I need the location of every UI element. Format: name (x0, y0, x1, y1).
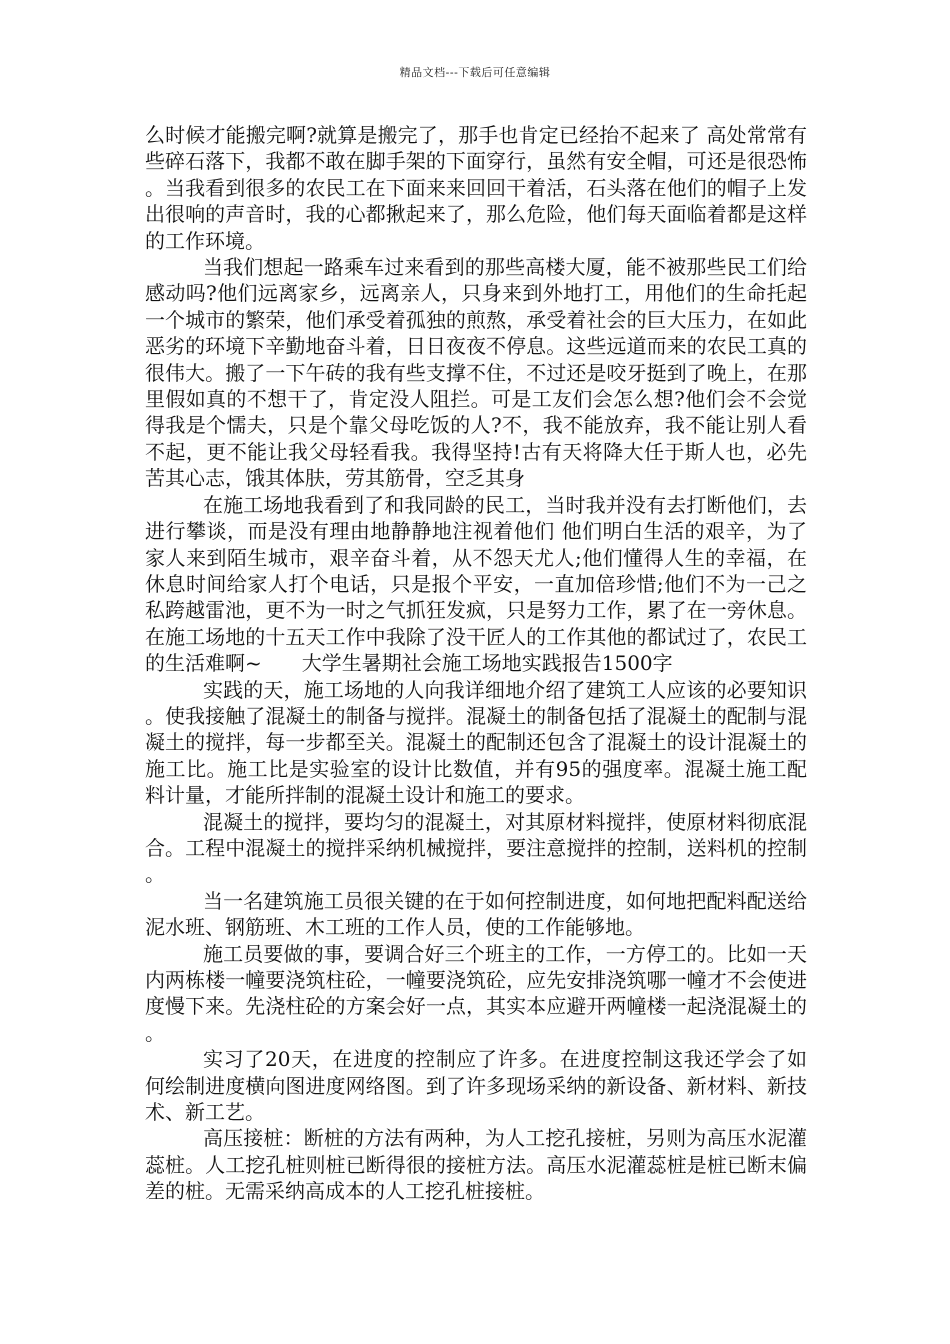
document-body (145, 122, 807, 1205)
paragraph: 么时候才能搬完啊?就算是搬完了，那手也肯定已经抬不起来了 高处常常有些碎石落下，我都不敢在脚手架的下面穿行，虽然有安全帽，可还是很恐怖。当我看到很多的农民工在下面来来回回干着活，石头落在他们的帽子上发出很响的声音时，我的心都揪起来了，那么危险，他们每天面临着都是这样的工作环境。 (145, 123, 807, 253)
paragraph: 施工员要做的事，要调合好三个班主的工作，一方停工的。比如一天内两栋楼一幢要浇筑柱砼，一幢要浇筑砼，应先安排浇筑哪一幢才不会使进度慢下来。先浇柱砼的方案会好一点，其实本应避开两幢楼一起浇混凝土的。 (145, 941, 807, 1045)
paragraph: 当一名建筑施工员很关键的在于如何控制进度，如何地把配料配送给泥水班、钢筋班、木工班的工作人员，使的工作能够地。 (145, 888, 807, 940)
paragraph: 当我们想起一路乘车过来看到的那些高楼大厦，能不被那些民工们给感动吗?他们远离家乡，远离亲人，只身来到外地打工，用他们的生命托起一个城市的繁荣，他们承受着孤独的煎熬，承受着社会的巨大压力，在如此恶劣的环境下辛勤地奋斗着，日日夜夜不停息。这些远道而来的农民工真的很伟大。搬了一下午砖的我有些支撑不住，不过还是咬牙挺到了晚上，在那里假如真的不想干了，肯定没人阻拦。可是工友们会怎么想?他们会不会觉得我是个懦夫，只是个靠父母吃饭的人?不，我不能放弃，我不能让别人看不起，更不能让我父母轻看我。我得坚持!古有天将降大任于斯人也，必先苦其心志，饿其体肤，劳其筋骨，空乏其身 (145, 255, 807, 491)
page-header: 精品文档---下载后可任意编辑 (399, 66, 551, 79)
paragraph: 高压接桩：断桩的方法有两种，为人工挖孔接桩，另则为高压水泥灌蕊桩。人工挖孔桩则桩已断得很的接桩方法。高压水泥灌蕊桩是桩已断末偏差的桩。无需采纳高成本的人工挖孔桩接桩。 (145, 1126, 807, 1204)
paragraph: 实习了20天，在进度的控制应了许多。在进度控制这我还学会了如何绘制进度横向图进度网络图。到了许多现场采纳的新设备、新材料、新技术、新工艺。 (145, 1047, 807, 1125)
paragraph: 实践的天，施工场地的人向我详细地介绍了建筑工人应该的必要知识。使我接触了混凝土的制备与搅拌。混凝土的制备包括了混凝土的配制与混凝土的搅拌，每一步都至关。混凝土的配制还包含了混凝土的设计混凝土的施工比。施工比是实验室的设计比数值，并有95的强度率。混凝土施工配料计量，才能所拌制的混凝土设计和施工的要求。 (145, 677, 807, 808)
paragraph: 在施工场地我看到了和我同龄的民工，当时我并没有去打断他们，去进行攀谈，而是没有理由地静静地注视着他们 他们明白生活的艰辛，为了家人来到陌生城市，艰辛奋斗着，从不怨天尤人;他们懂得人生的幸福，在休息时间给家人打个电话，只是报个平安，一直加倍珍惜;他们不为一己之私跨越雷池，更不为一时之气抓狂发疯，只是努力工作，累了在一旁休息。在施工场地的十五天工作中我除了没干匠人的工作其他的都试过了，农民工的生活难啊~ 大学生暑期社会施工场地实践报告1500字 (145, 492, 807, 676)
paragraph: 混凝土的搅拌，要均匀的混凝土，对其原材料搅拌，使原材料彻底混合。工程中混凝土的搅拌采纳机械搅拌，要注意搅拌的控制，送料机的控制。 (145, 809, 807, 887)
